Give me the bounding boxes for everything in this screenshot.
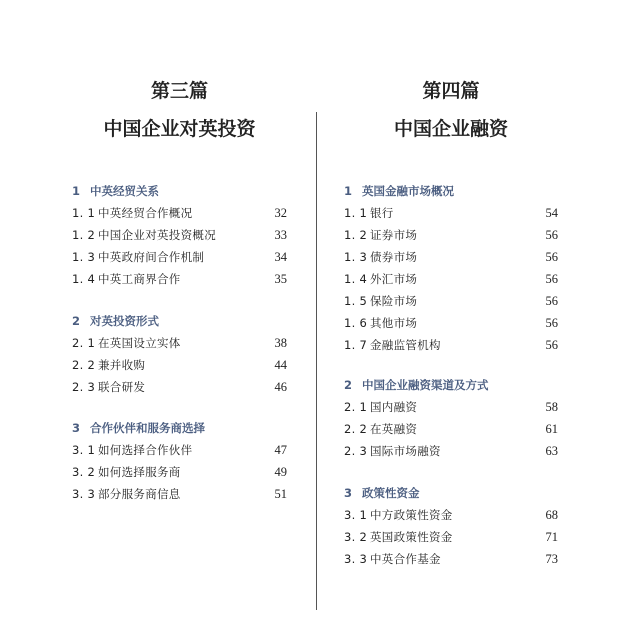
entry-label: 中英经贸合作概况	[98, 206, 193, 220]
entry-label: 如何选择服务商	[98, 465, 181, 479]
entry-page: 61	[545, 422, 558, 436]
toc-section	[344, 374, 558, 462]
entry-page: 35	[274, 272, 287, 286]
entry-page: 56	[545, 228, 558, 242]
section-number: 1	[72, 184, 81, 198]
toc-entry[interactable]	[344, 312, 558, 334]
entry-label: 国际市场融资	[370, 444, 441, 458]
entry-number: 1. 3	[72, 250, 96, 264]
section-heading[interactable]	[72, 180, 287, 202]
entry-page: 56	[545, 250, 558, 264]
section-heading[interactable]	[344, 180, 558, 202]
section-heading[interactable]	[344, 374, 558, 396]
entry-number: 1. 2	[72, 228, 96, 242]
entry-page: 34	[274, 250, 287, 264]
entry-page: 68	[545, 508, 558, 522]
section-title: 中国企业融资渠道及方式	[362, 378, 489, 392]
entry-number: 1. 4	[72, 272, 96, 286]
entry-page: 38	[274, 336, 287, 350]
toc-section	[344, 482, 558, 570]
entry-label: 中国企业对英投资概况	[98, 228, 216, 242]
entry-number: 1. 2	[344, 228, 368, 242]
entry-number: 2. 1	[72, 336, 96, 350]
entry-label: 中方政策性资金	[370, 508, 453, 522]
section-title: 英国金融市场概况	[362, 184, 454, 198]
toc-entry[interactable]	[344, 526, 558, 548]
toc-entry[interactable]	[344, 440, 558, 462]
entry-number: 1. 7	[344, 338, 368, 352]
toc-entry[interactable]	[344, 268, 558, 290]
entry-label: 中英工商界合作	[98, 272, 181, 286]
part-subtitle-left: 中国企业对英投资	[103, 118, 256, 140]
entry-label: 证券市场	[370, 228, 418, 242]
entry-page: 56	[545, 338, 558, 352]
section-number: 1	[344, 184, 353, 198]
section-title: 合作伙伴和服务商选择	[90, 421, 205, 435]
entry-label: 部分服务商信息	[98, 487, 181, 501]
entry-number: 3. 2	[344, 530, 368, 544]
toc-entry[interactable]	[72, 332, 287, 354]
entry-page: 56	[545, 316, 558, 330]
toc-entry[interactable]	[344, 290, 558, 312]
entry-label: 金融监管机构	[370, 338, 441, 352]
toc-section	[344, 180, 558, 356]
entry-label: 中英政府间合作机制	[98, 250, 205, 264]
entry-page: 63	[545, 444, 558, 458]
section-number: 3	[72, 421, 81, 435]
entry-label: 联合研发	[98, 380, 146, 394]
section-title: 中英经贸关系	[90, 184, 159, 198]
toc-entry[interactable]	[344, 224, 558, 246]
toc-entry[interactable]	[344, 396, 558, 418]
section-heading[interactable]	[72, 417, 287, 439]
entry-label: 外汇市场	[370, 272, 418, 286]
section-title: 对英投资形式	[90, 314, 159, 328]
entry-label: 如何选择合作伙伴	[98, 443, 193, 457]
entry-label: 在英融资	[370, 422, 418, 436]
section-title: 政策性资金	[362, 486, 420, 500]
entry-page: 71	[545, 530, 558, 544]
entry-page: 46	[274, 380, 287, 394]
toc-entry[interactable]	[72, 224, 287, 246]
entry-page: 32	[274, 206, 287, 220]
entry-label: 中英合作基金	[370, 552, 441, 566]
toc-entry[interactable]	[72, 246, 287, 268]
toc-section	[72, 310, 287, 398]
entry-page: 44	[274, 358, 287, 372]
toc-entry[interactable]	[72, 483, 287, 505]
toc-section	[72, 180, 287, 290]
entry-page: 54	[545, 206, 558, 220]
entry-number: 3. 1	[72, 443, 96, 457]
toc-entry[interactable]	[72, 376, 287, 398]
toc-entry[interactable]	[72, 202, 287, 224]
entry-number: 2. 2	[344, 422, 368, 436]
toc-entry[interactable]	[344, 418, 558, 440]
part-title-right: 第四篇	[422, 80, 480, 102]
entry-number: 3. 3	[72, 487, 96, 501]
toc-entry[interactable]	[344, 548, 558, 570]
entry-number: 1. 3	[344, 250, 368, 264]
entry-number: 1. 1	[72, 206, 96, 220]
entry-label: 其他市场	[370, 316, 418, 330]
entry-page: 56	[545, 294, 558, 308]
column-divider	[316, 112, 317, 610]
toc-entry[interactable]	[72, 461, 287, 483]
section-heading[interactable]	[72, 310, 287, 332]
entry-number: 3. 1	[344, 508, 368, 522]
entry-number: 2. 3	[344, 444, 368, 458]
entry-number: 1. 5	[344, 294, 368, 308]
entry-number: 1. 6	[344, 316, 368, 330]
entry-page: 49	[274, 465, 287, 479]
entry-number: 1. 4	[344, 272, 368, 286]
entry-label: 保险市场	[370, 294, 418, 308]
entry-label: 在英国设立实体	[98, 336, 181, 350]
entry-page: 58	[545, 400, 558, 414]
entry-number: 2. 2	[72, 358, 96, 372]
toc-entry[interactable]	[72, 439, 287, 461]
part-subtitle-right: 中国企业融资	[393, 118, 508, 140]
entry-label: 银行	[370, 206, 394, 220]
entry-label: 英国政策性资金	[370, 530, 453, 544]
toc-entry[interactable]	[344, 202, 558, 224]
entry-label: 兼并收购	[98, 358, 146, 372]
toc-section	[72, 417, 287, 505]
toc-entry[interactable]	[344, 246, 558, 268]
entry-page: 33	[274, 228, 287, 242]
part-title-left: 第三篇	[150, 80, 208, 102]
entry-number: 2. 3	[72, 380, 96, 394]
section-number: 2	[72, 314, 81, 328]
entry-number: 3. 3	[344, 552, 368, 566]
section-heading[interactable]	[344, 482, 558, 504]
toc-entry[interactable]	[344, 504, 558, 526]
entry-page: 51	[274, 487, 287, 501]
section-number: 3	[344, 486, 353, 500]
entry-page: 56	[545, 272, 558, 286]
entry-number: 3. 2	[72, 465, 96, 479]
entry-number: 1. 1	[344, 206, 368, 220]
entry-page: 73	[545, 552, 558, 566]
entry-number: 2. 1	[344, 400, 368, 414]
section-number: 2	[344, 378, 353, 392]
toc-entry[interactable]	[72, 268, 287, 290]
toc-entry[interactable]	[344, 334, 558, 356]
entry-page: 47	[274, 443, 287, 457]
entry-label: 债券市场	[370, 250, 418, 264]
toc-entry[interactable]	[72, 354, 287, 376]
entry-label: 国内融资	[370, 400, 418, 414]
